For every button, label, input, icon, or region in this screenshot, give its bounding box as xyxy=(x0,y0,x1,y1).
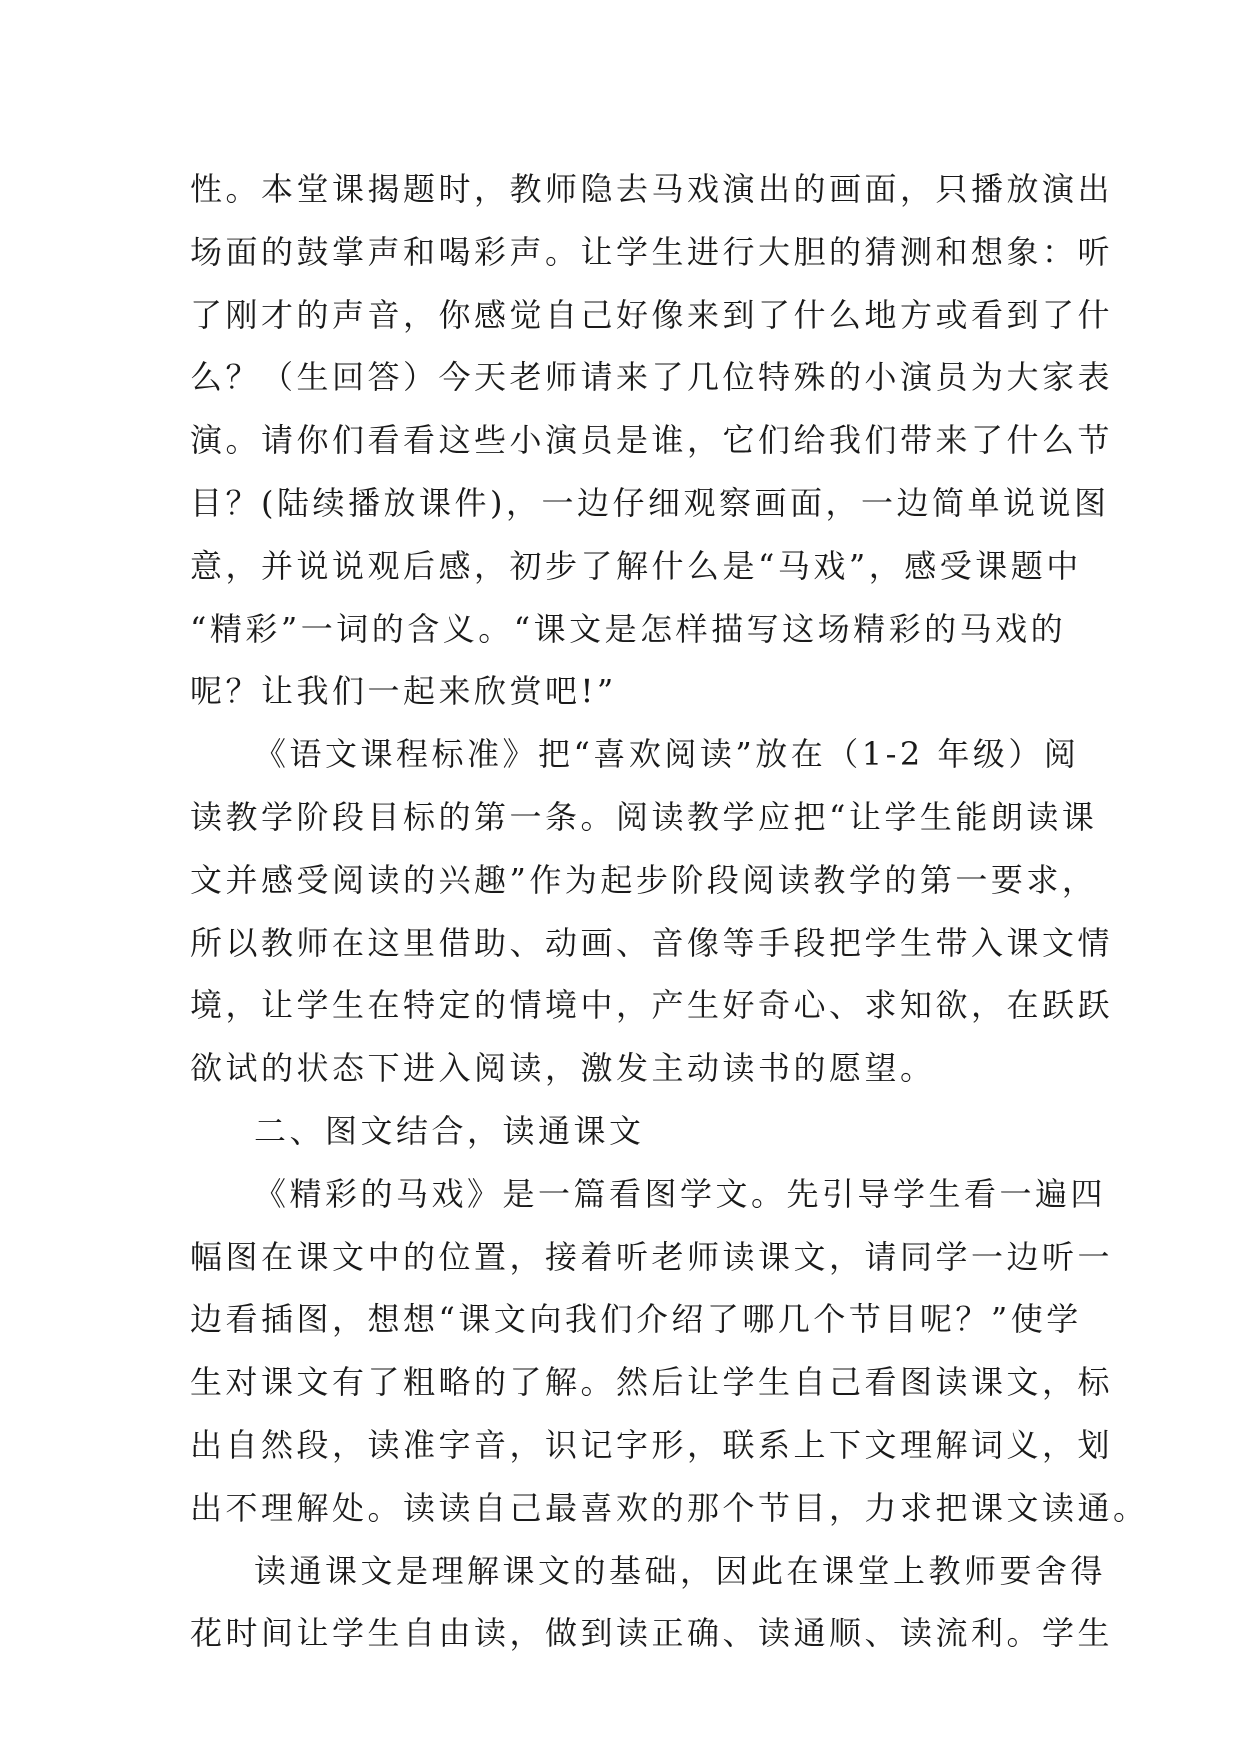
text-line: 花时间让学生自由读，做到读正确、读通顺、读流利。学生 xyxy=(190,1614,1114,1653)
text-line: 《精彩的马戏》是一篇看图学文。先引导学生看一遍四 xyxy=(254,1174,1107,1213)
body-text xyxy=(190,158,1149,1665)
text-line: 生对课文有了粗略的了解。然后让学生自己看图读课文，标 xyxy=(190,1363,1114,1402)
text-line: 目？(陆续播放课件)，一边仔细观察画面，一边简单说说图 xyxy=(190,483,1110,522)
text-line: “精彩”一词的含义。“课文是怎样描写这场精彩的马戏的 xyxy=(190,609,1067,648)
text-line: 《语文课程标准》把“喜欢阅读”放在（1-2 年级）阅 xyxy=(254,735,1080,774)
text-line: 场面的鼓掌声和喝彩声。让学生进行大胆的猜测和想象：听 xyxy=(190,232,1114,271)
text-line: 出不理解处。读读自己最喜欢的那个节目，力求把课文读通。 xyxy=(190,1488,1149,1527)
text-line: 演。请你们看看这些小演员是谁，它们给我们带来了什么节 xyxy=(190,421,1114,460)
text-line: 读教学阶段目标的第一条。阅读教学应把“让学生能朗读课 xyxy=(190,797,1098,836)
text-line: 意，并说说观后感，初步了解什么是“马戏”，感受课题中 xyxy=(190,546,1082,585)
text-line: 读通课文是理解课文的基础，因此在课堂上教师要舍得 xyxy=(254,1551,1107,1590)
section-heading: 二、图文结合，读通课文 xyxy=(254,1111,645,1150)
text-line: 边看插图，想想“课文向我们介绍了哪几个节目呢？”使学 xyxy=(190,1300,1082,1339)
text-line: 所以教师在这里借助、动画、音像等手段把学生带入课文情 xyxy=(190,923,1114,962)
text-line: 境，让学生在特定的情境中，产生好奇心、求知欲，在跃跃 xyxy=(190,986,1114,1025)
text-line: 幅图在课文中的位置，接着听老师读课文，请同学一边听一 xyxy=(190,1237,1114,1276)
text-line: 出自然段，读准字音，识记字形，联系上下文理解词义，划 xyxy=(190,1425,1114,1464)
text-line: 呢？让我们一起来欣赏吧!” xyxy=(190,672,617,711)
text-line: 了刚才的声音，你感觉自己好像来到了什么地方或看到了什 xyxy=(190,295,1114,334)
text-line: 么？（生回答）今天老师请来了几位特殊的小演员为大家表 xyxy=(190,358,1114,397)
text-line: 文并感受阅读的兴趣”作为起步阶段阅读教学的第一要求， xyxy=(190,860,1098,899)
text-line: 性。本堂课揭题时，教师隐去马戏演出的画面，只播放演出 xyxy=(190,170,1114,208)
text-line: 欲试的状态下进入阅读，激发主动读书的愿望。 xyxy=(190,1049,936,1088)
